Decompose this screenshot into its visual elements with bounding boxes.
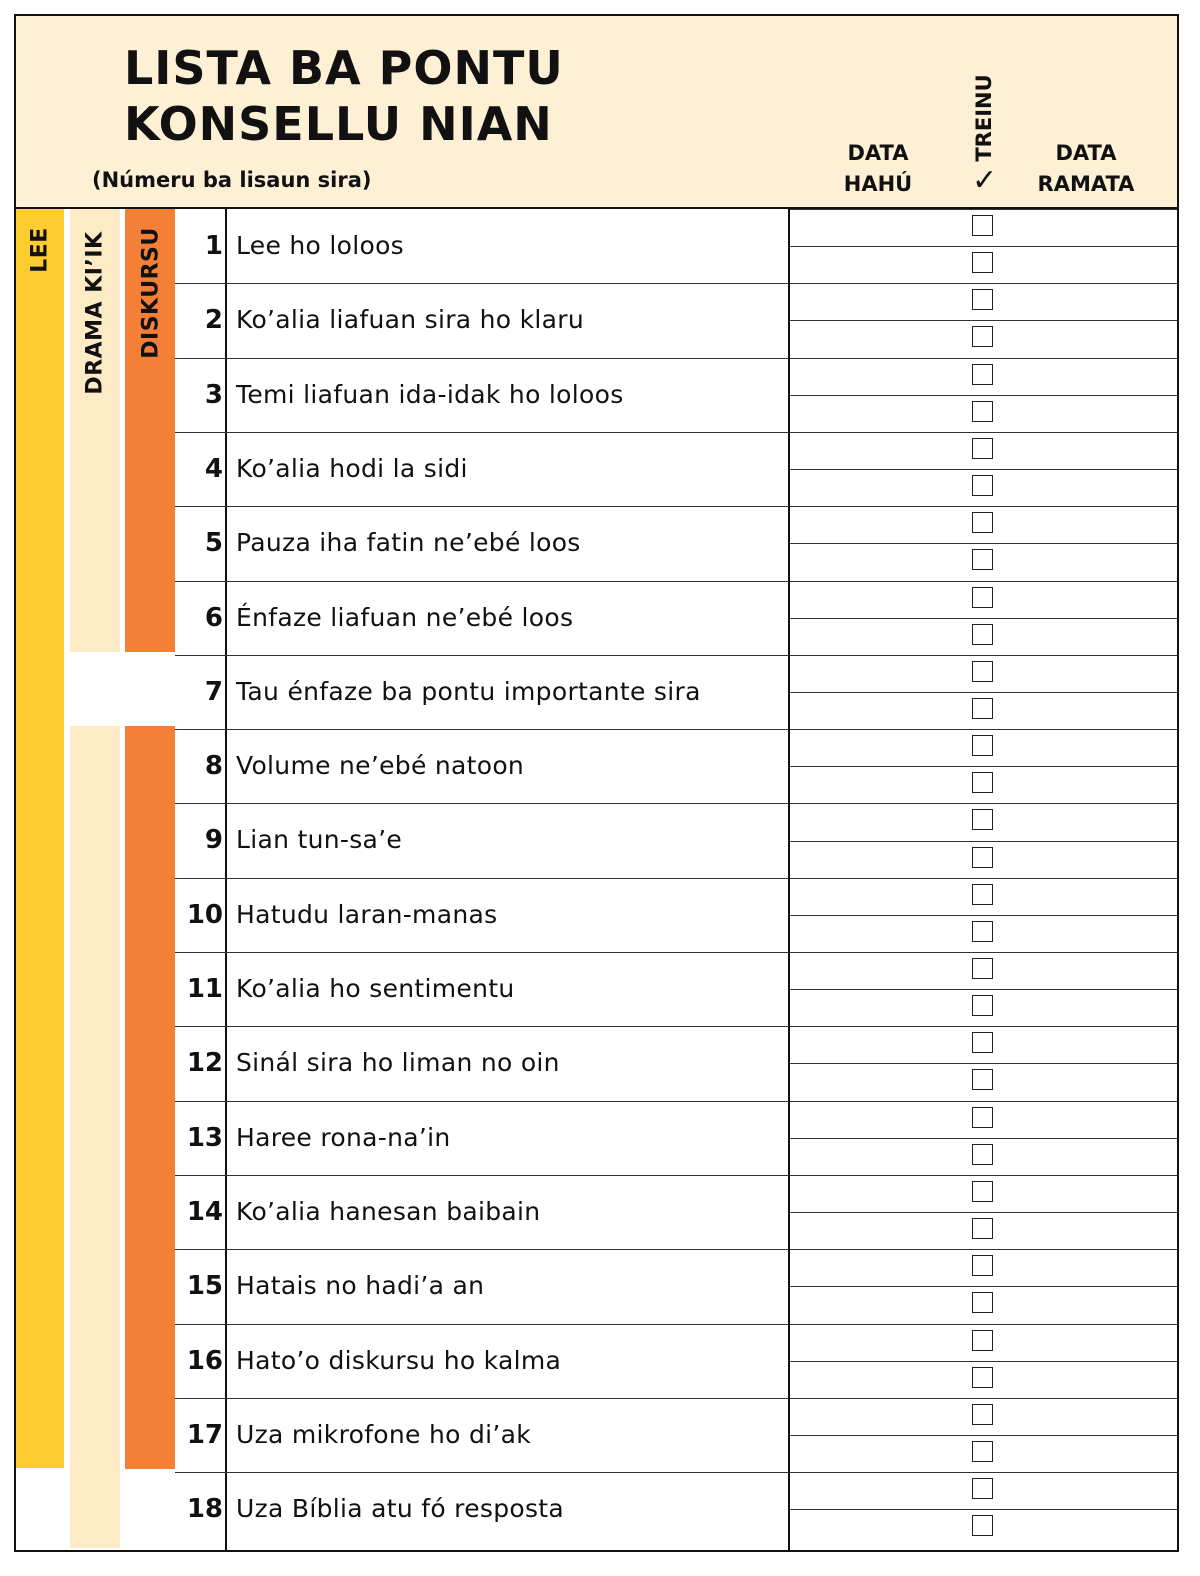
row-number: 4 [204,453,223,484]
band-label-drama: DRAMA KI’IK [82,231,108,395]
row-label: Tau énfaze ba pontu importante sira [236,676,701,706]
checklist-row [175,1026,789,1100]
date-half-row-divider [790,1286,1177,1287]
treinu-checkbox[interactable] [972,1478,993,1499]
treinu-checkbox[interactable] [972,958,993,979]
row-label: Hatudu laran-manas [236,899,498,929]
date-half-row-divider [790,395,1177,396]
date-half-row-divider [790,469,1177,470]
row-number: 18 [186,1494,223,1525]
checklist-row [175,432,789,506]
treinu-checkbox[interactable] [972,1144,993,1165]
row-label: Haree rona-na’in [236,1122,451,1152]
treinu-checkbox[interactable] [972,995,993,1016]
date-row-divider [790,1249,1177,1250]
row-label: Pauza iha fatin ne’ebé loos [236,528,581,558]
checklist-row [175,1175,789,1249]
checklist-row [175,209,789,283]
date-row-divider [790,803,1177,804]
row-number: 10 [186,899,223,930]
row-number: 3 [204,379,223,410]
treinu-checkbox[interactable] [972,475,993,496]
row-label: Uza Bíblia atu fó resposta [236,1494,565,1524]
treinu-checkbox[interactable] [972,884,993,905]
data-hahu-line-1: DATA [847,141,909,165]
checklist-row [175,1472,789,1546]
row-number: 16 [186,1345,223,1376]
band-label-diskursu: DISKURSU [138,227,164,359]
treinu-checkbox[interactable] [972,512,993,533]
date-row-divider [790,878,1177,879]
treinu-checkbox[interactable] [972,809,993,830]
row-divider [175,1175,789,1176]
treinu-checkbox[interactable] [972,587,993,608]
date-row-divider [790,432,1177,433]
row-number: 12 [186,1048,223,1079]
row-label: Lian tun-sa’e [236,825,403,855]
row-label: Volume ne’ebé natoon [236,751,525,781]
treinu-checkbox[interactable] [972,1441,993,1462]
date-half-row-divider [790,618,1177,619]
row-divider [175,1398,789,1399]
row-divider [175,506,789,507]
row-label: Sinál sira ho liman no oin [236,1048,560,1078]
row-number: 9 [204,825,223,856]
date-half-row-divider [790,543,1177,544]
row-number: 1 [204,231,223,261]
checklist-row [175,1101,789,1175]
row-label: Uza mikrofone ho di’ak [236,1419,532,1449]
row-label: Ko’alia liafuan sira ho klaru [236,305,585,335]
treinu-checkbox[interactable] [972,215,993,236]
treinu-checkbox[interactable] [972,698,993,719]
treinu-checkbox[interactable] [972,1292,993,1313]
date-half-row-divider [790,1063,1177,1064]
band-lee [16,209,64,1468]
row-label: Hato’o diskursu ho kalma [236,1345,562,1375]
date-row-divider [790,209,1177,210]
row-divider [175,655,789,656]
row-label: Ko’alia ho sentimentu [236,974,515,1003]
date-row-divider [790,506,1177,507]
row-label: Lee ho loloos [236,231,404,260]
title-line-2: KONSELLU NIAN [124,97,553,151]
treinu-checkbox[interactable] [972,921,993,942]
row-label: Hatais no hadi’a an [236,1271,485,1301]
page-title [124,40,564,152]
date-half-row-divider [790,1212,1177,1213]
treinu-checkbox[interactable] [972,1032,993,1053]
column-header-treinu: TREINU [972,74,996,162]
checklist-row [175,358,789,432]
band-diskursu-lower [125,726,175,1469]
date-half-row-divider [790,692,1177,693]
checklist-row [175,506,789,580]
date-half-row-divider [790,841,1177,842]
treinu-checkbox[interactable] [972,1069,993,1090]
checkmark-icon: ✓ [972,163,998,198]
treinu-checkbox[interactable] [972,1515,993,1536]
date-half-row-divider [790,989,1177,990]
treinu-checkbox[interactable] [972,847,993,868]
date-half-row-divider [790,1509,1177,1510]
row-number: 5 [204,528,223,559]
checklist-row [175,803,789,877]
row-divider [175,1101,789,1102]
checklist-row [175,655,789,729]
date-row-divider [790,1026,1177,1027]
row-divider [175,1249,789,1250]
row-number: 2 [204,305,223,336]
row-number: 7 [204,676,223,707]
date-row-divider [790,283,1177,284]
date-row-divider [790,358,1177,359]
column-header-data-hahu [828,138,928,200]
row-label: Ko’alia hodi la sidi [236,453,468,483]
date-half-row-divider [790,1138,1177,1139]
row-number: 8 [204,751,223,782]
date-half-row-divider [790,766,1177,767]
row-divider [175,432,789,433]
row-divider [175,1324,789,1325]
row-divider [175,952,789,953]
treinu-checkbox[interactable] [972,735,993,756]
row-number: 6 [204,602,223,633]
date-row-divider [790,1324,1177,1325]
treinu-checkbox[interactable] [972,1330,993,1351]
date-row-divider [790,1472,1177,1473]
treinu-checkbox[interactable] [972,1218,993,1239]
row-number: 17 [186,1419,223,1450]
treinu-checkbox[interactable] [972,661,993,682]
checklist-row [175,1324,789,1398]
treinu-checkbox[interactable] [972,289,993,310]
row-label: Énfaze liafuan ne’ebé loos [236,602,574,632]
date-row-divider [790,1398,1177,1399]
treinu-checkbox[interactable] [972,364,993,385]
checklist-row [175,581,789,655]
band-drama-lower [70,726,120,1548]
date-half-row-divider [790,320,1177,321]
data-ramata-line-1: DATA [1055,141,1117,165]
row-divider [175,283,789,284]
treinu-checkbox[interactable] [972,438,993,459]
row-divider [175,1472,789,1473]
treinu-checkbox[interactable] [972,1404,993,1425]
treinu-checkbox[interactable] [972,1255,993,1276]
treinu-checkbox[interactable] [972,401,993,422]
checklist-row [175,878,789,952]
date-row-divider [790,655,1177,656]
data-ramata-line-2: RAMATA [1037,172,1135,196]
treinu-checkbox[interactable] [972,1367,993,1388]
treinu-checkbox[interactable] [972,1107,993,1128]
checklist-row [175,1398,789,1472]
row-divider [175,1026,789,1027]
band-label-lee: LEE [27,227,53,273]
date-row-divider [790,581,1177,582]
row-number: 13 [186,1122,223,1153]
row-divider [175,803,789,804]
title-line-1: LISTA BA PONTU [124,41,564,95]
date-row-divider [790,952,1177,953]
treinu-checkbox[interactable] [972,326,993,347]
row-number: 14 [186,1196,223,1227]
row-label: Temi liafuan ida-idak ho loloos [236,379,624,409]
treinu-checkbox[interactable] [972,252,993,273]
row-number: 11 [186,974,223,1004]
date-half-row-divider [790,1435,1177,1436]
row-number: 15 [186,1271,223,1302]
date-row-divider [790,1175,1177,1176]
date-row-divider [790,1101,1177,1102]
row-divider [175,729,789,730]
date-half-row-divider [790,246,1177,247]
date-half-row-divider [790,915,1177,916]
checklist-row [175,952,789,1026]
checklist-row [175,283,789,357]
row-label: Ko’alia hanesan baibain [236,1196,541,1226]
treinu-checkbox[interactable] [972,549,993,570]
row-divider [175,878,789,879]
date-row-divider [790,729,1177,730]
page-subtitle: (Númeru ba lisaun sira) [92,168,372,192]
treinu-checkbox[interactable] [972,1181,993,1202]
treinu-checkbox[interactable] [972,772,993,793]
data-hahu-line-2: HAHÚ [843,172,913,196]
column-header-data-ramata [1030,138,1142,200]
row-divider [175,581,789,582]
treinu-checkbox[interactable] [972,624,993,645]
checklist-row [175,729,789,803]
checklist-row [175,1249,789,1323]
date-half-row-divider [790,1361,1177,1362]
row-divider [175,358,789,359]
